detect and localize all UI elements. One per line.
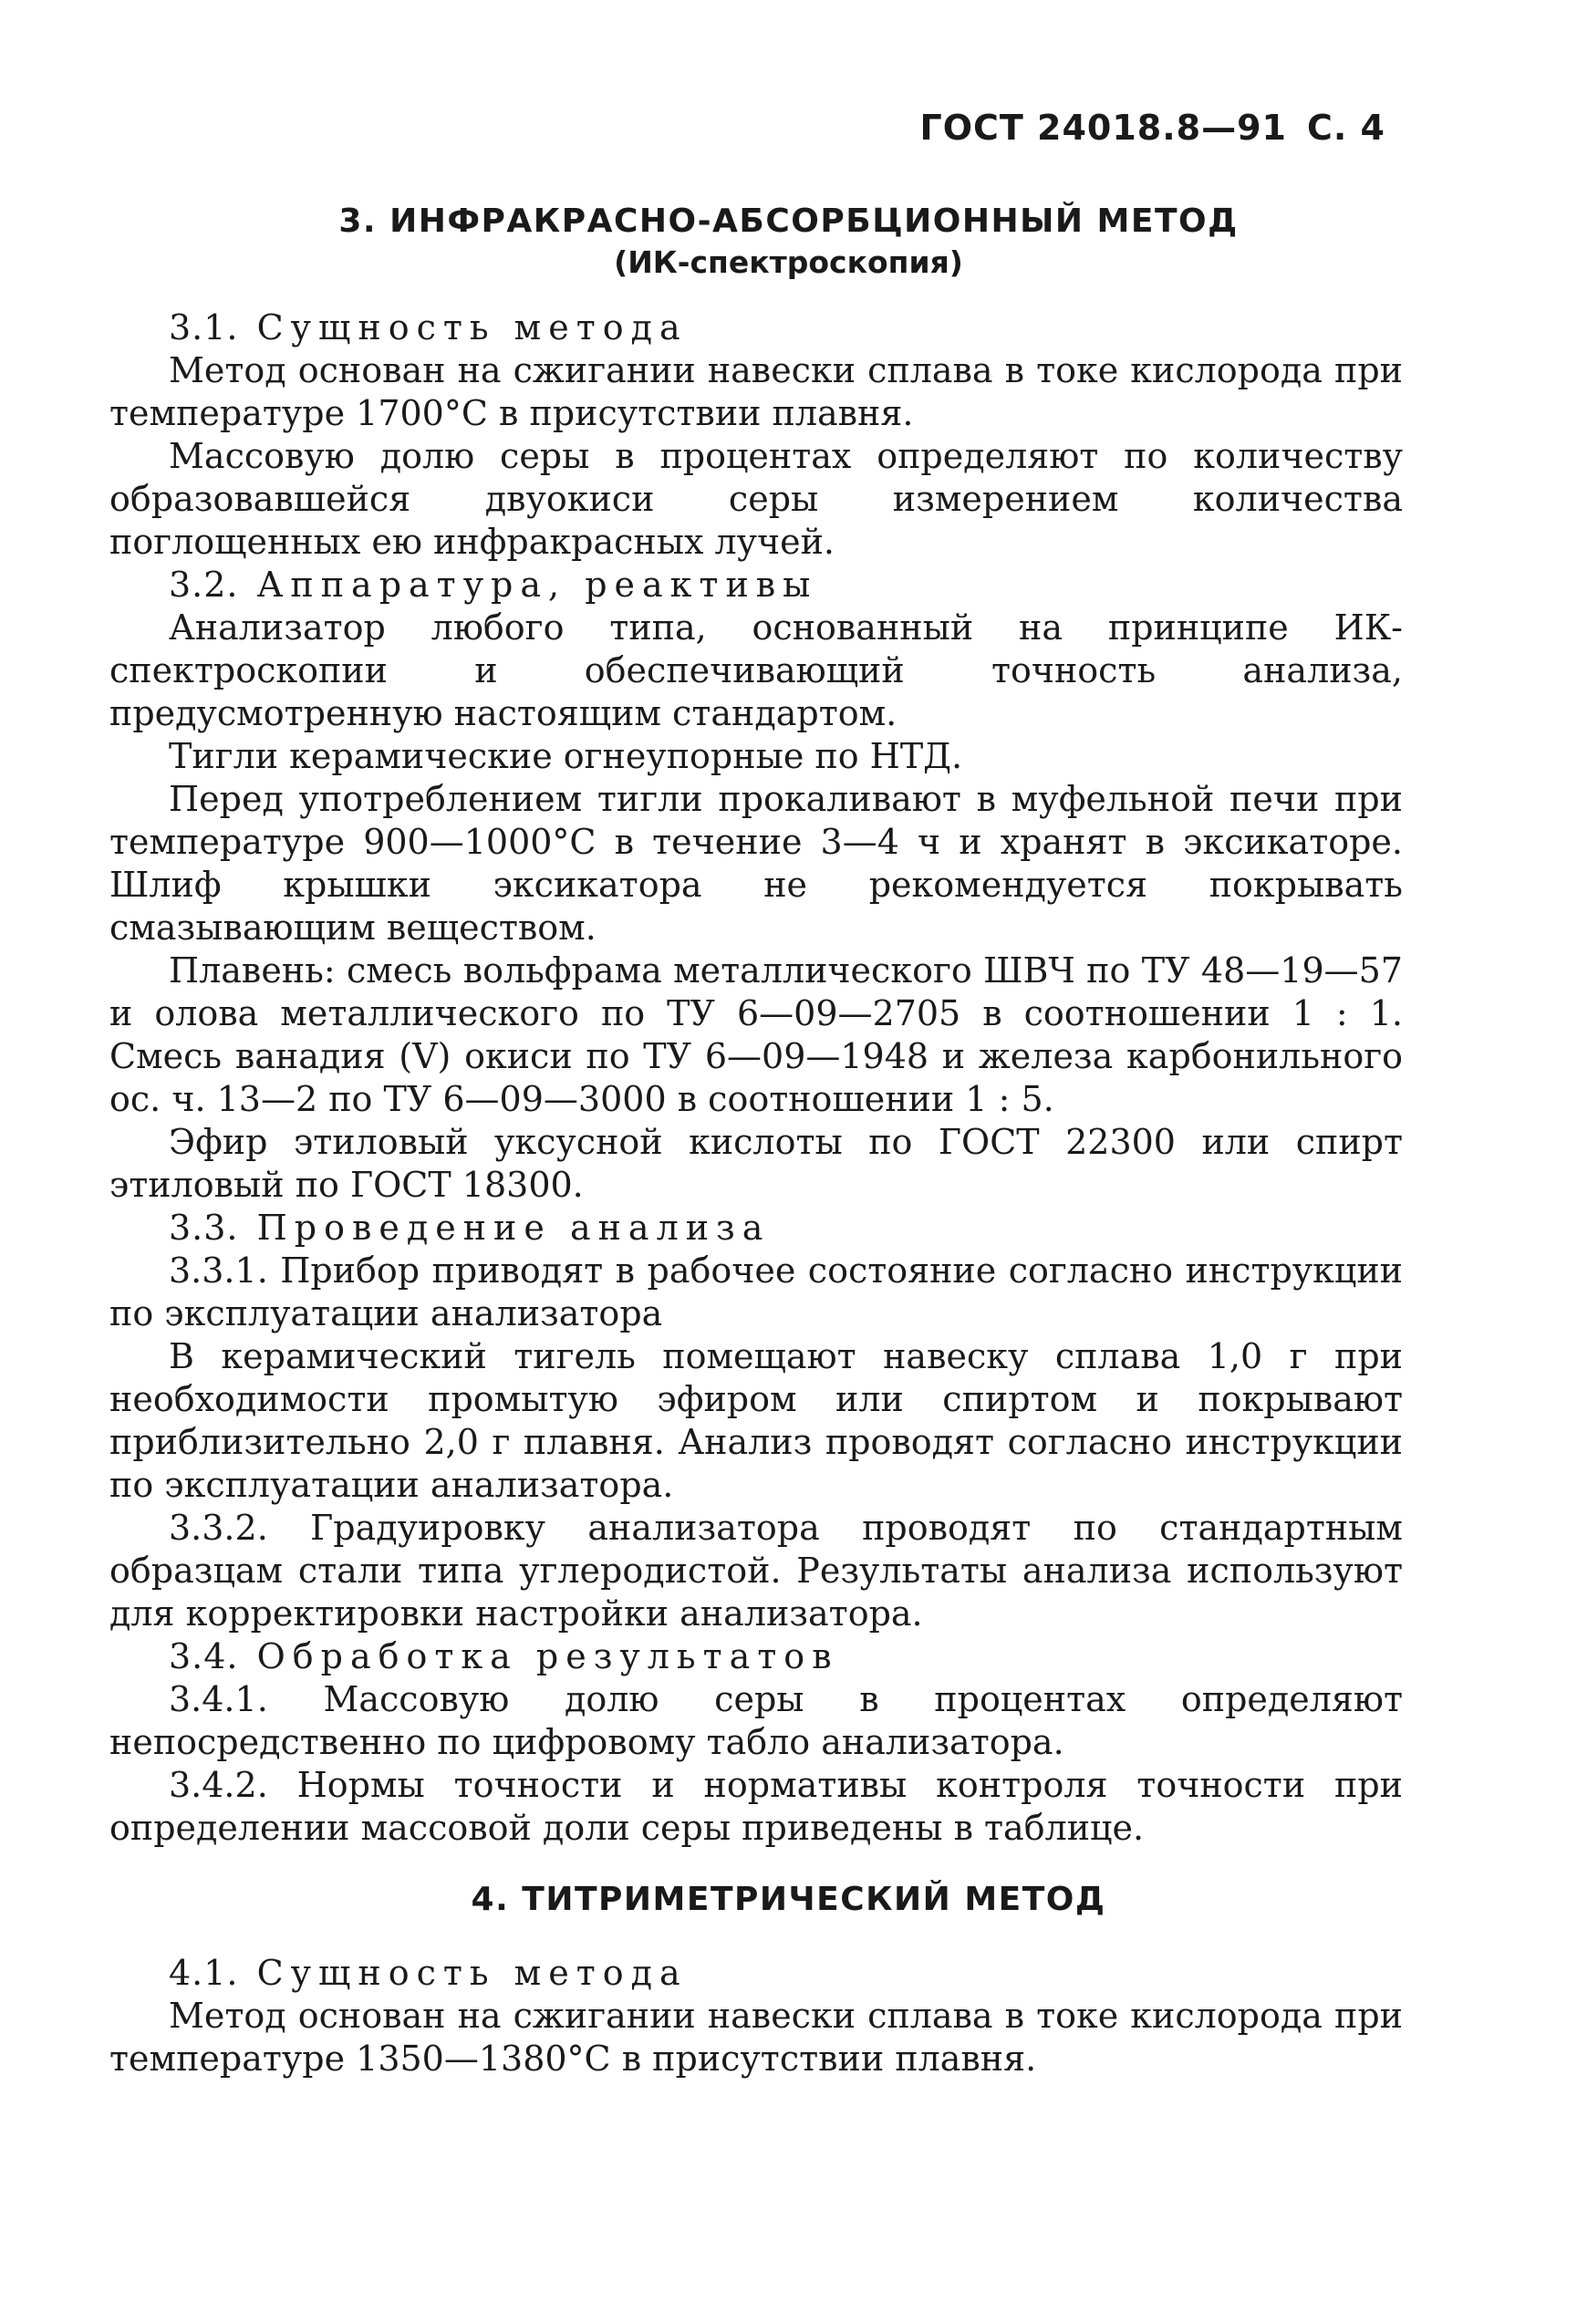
paragraph: Анализатор любого типа, основанный на принципе ИК-спектроскопии и обеспечивающий точность анализа, предусмотренную настоящим стандартом. xyxy=(109,607,1403,733)
section-3-body xyxy=(109,306,1403,1850)
paragraph: Перед употреблением тигли прокаливают в муфельной печи при температуре 900—1000°С в течение 3—4 ч и хранят в эксикаторе. Шлиф крышки эксикатора не рекомендуется покрывать смазывающим веществом. xyxy=(109,779,1403,948)
paragraph: Массовую долю серы в процентах определяют по количеству образовавшейся двуокиси серы измерением количества поглощенных ею инфракрасных лучей. xyxy=(109,436,1403,562)
paragraph: 3.4.1. Массовую долю серы в процентах определяют непосредственно по цифровому табло анализатора. xyxy=(109,1679,1403,1762)
paragraph: Метод основан на сжигании навески сплава в токе кислорода при температуре 1350—1380°С в присутствии плавня. xyxy=(109,1996,1403,2079)
paragraph: В керамический тигель помещают навеску сплава 1,0 г при необходимости промытую эфиром или спиртом и покрывают приблизительно 2,0 г плавня. Анализ проводят согласно инструкции по эксплуатации анализатора. xyxy=(109,1336,1403,1505)
paragraph: 3.4.2. Нормы точности и нормативы контроля точности при определении массовой доли серы приведены в таблице. xyxy=(109,1765,1403,1848)
paragraph: 3.3.2. Градуировку анализатора проводят по стандартным образцам стали типа углеродистой. Результаты анализа используют для корректировки настройки анализатора. xyxy=(109,1508,1403,1634)
subsection-heading: 3.1. Сущность метода xyxy=(169,307,688,348)
paragraph: Тигли керамические огнеупорные по НТД. xyxy=(169,736,963,776)
subsection-heading: 3.3. Проведение анализа xyxy=(169,1208,771,1248)
running-header xyxy=(919,108,1385,148)
page-number: С. 4 xyxy=(1307,108,1385,148)
section-3-title: 3. ИНФРАКРАСНО-АБСОРБЦИОННЫЙ МЕТОД xyxy=(338,202,1239,240)
subsection-heading: 3.4. Обработка результатов xyxy=(169,1636,839,1676)
section-4-body xyxy=(109,1952,1403,2080)
section-4-title: 4. ТИТРИМЕТРИЧЕСКИЙ МЕТОД xyxy=(471,1881,1106,1918)
paragraph: 3.3.1. Прибор приводят в рабочее состояние согласно инструкции по эксплуатации анализатора xyxy=(109,1250,1403,1333)
paragraph: Метод основан на сжигании навески сплава в токе кислорода при температуре 1700°С в присутствии плавня. xyxy=(109,350,1403,433)
standard-number: ГОСТ 24018.8—91 xyxy=(919,108,1287,148)
paragraph: Плавень: смесь вольфрама металлического ШВЧ по ТУ 48—19—57 и олова металлического по ТУ 6—09—2705 в соотношении 1 : 1. Смесь ванадия (V) окиси по ТУ 6—09—1948 и железа карбонильного ос. ч. 13—2 по ТУ 6—09—3000 в соотношении 1 : 5. xyxy=(109,950,1403,1119)
paragraph: Эфир этиловый уксусной кислоты по ГОСТ 22300 или спирт этиловый по ГОСТ 18300. xyxy=(109,1122,1403,1205)
subsection-heading: 4.1. Сущность метода xyxy=(169,1953,688,1993)
section-3-subtitle: (ИК-спектроскопия) xyxy=(614,244,963,280)
subsection-heading: 3.2. Аппаратура, реактивы xyxy=(169,565,818,605)
